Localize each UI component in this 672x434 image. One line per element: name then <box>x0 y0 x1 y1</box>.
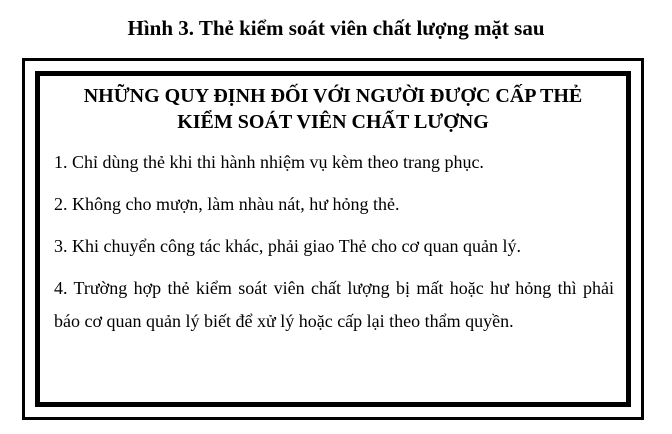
rule-item: 3. Khi chuyển công tác khác, phải giao Thẻ cho cơ quan quản lý. <box>54 236 522 256</box>
rule-item: 2. Không cho mượn, làm nhàu nát, hư hỏng thẻ. <box>54 194 400 214</box>
card-inner-frame <box>35 71 631 407</box>
card-title-line-2: KIỂM SOÁT VIÊN CHẤT LƯỢNG <box>177 111 489 133</box>
card-title-line-1: NHỮNG QUY ĐỊNH ĐỐI VỚI NGƯỜI ĐƯỢC CẤP THẺ <box>83 85 583 107</box>
rule-item: 4. Trường hợp thẻ kiểm soát viên chất lượng bị mất hoặc hư hỏng thì phải báo cơ quan quản lý biết để xử lý hoặc cấp lại theo thẩm quyền. <box>54 278 614 331</box>
figure-caption: Hình 3. Thẻ kiểm soát viên chất lượng mặt sau <box>127 16 545 40</box>
rule-item: 1. Chỉ dùng thẻ khi thi hành nhiệm vụ kèm theo trang phục. <box>54 152 484 172</box>
card-title <box>40 83 626 135</box>
card-back <box>22 58 644 420</box>
rules-list <box>54 146 614 338</box>
